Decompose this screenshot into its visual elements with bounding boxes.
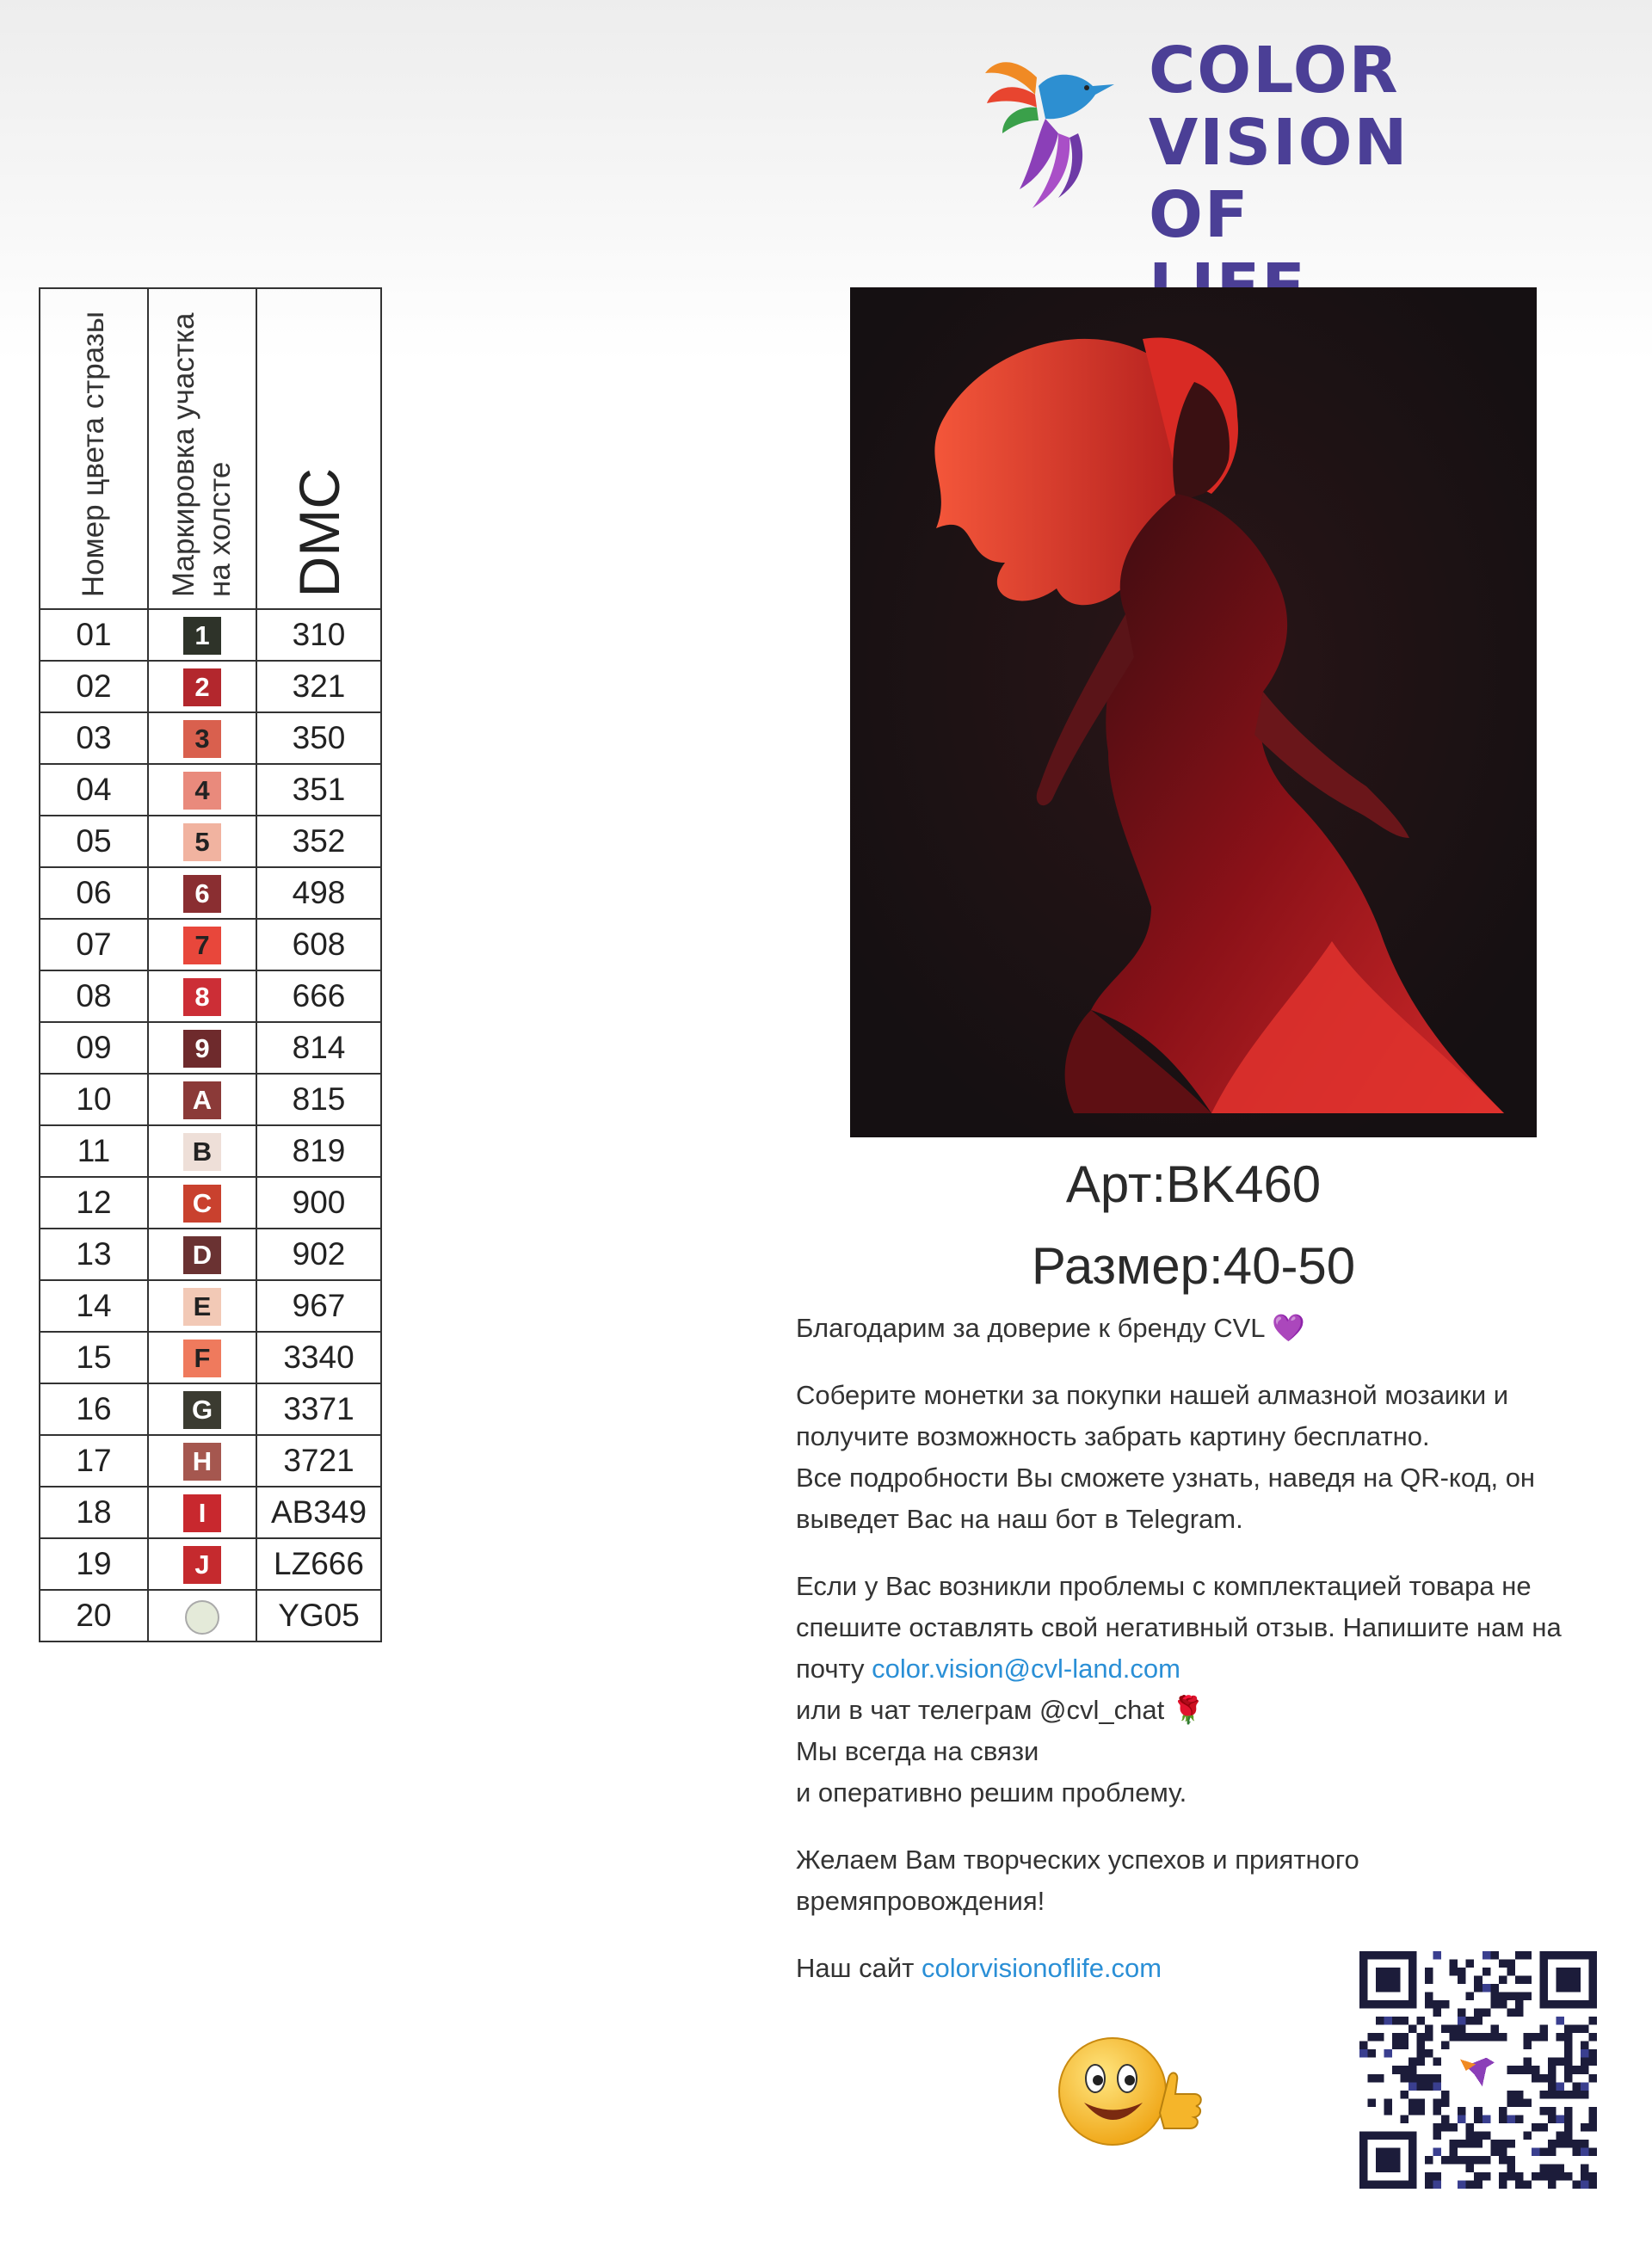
color-swatch: 1 bbox=[183, 617, 221, 655]
marking-cell bbox=[148, 1074, 256, 1125]
color-swatch: 3 bbox=[183, 720, 221, 758]
dmc-code-cell: 900 bbox=[256, 1177, 381, 1229]
color-number-cell: 18 bbox=[40, 1487, 148, 1538]
color-number-cell: 09 bbox=[40, 1022, 148, 1074]
color-swatch: B bbox=[183, 1133, 221, 1171]
legend-row bbox=[40, 661, 381, 712]
marking-cell bbox=[148, 1435, 256, 1487]
dmc-code-cell: AB349 bbox=[256, 1487, 381, 1538]
marking-cell bbox=[148, 1022, 256, 1074]
legend-header-row bbox=[40, 288, 381, 609]
dmc-code-cell: 666 bbox=[256, 970, 381, 1022]
dmc-code-cell: 3721 bbox=[256, 1435, 381, 1487]
logo-line: VISION bbox=[1149, 106, 1409, 180]
logo-line: OF bbox=[1149, 178, 1250, 252]
dmc-code-cell: 351 bbox=[256, 764, 381, 816]
color-number-cell: 07 bbox=[40, 919, 148, 970]
thumbs-up-smiley-icon bbox=[1057, 2027, 1211, 2156]
dmc-code-cell: 3340 bbox=[256, 1332, 381, 1383]
logo-wordmark bbox=[1149, 34, 1409, 323]
color-swatch: A bbox=[183, 1081, 221, 1119]
marking-cell bbox=[148, 764, 256, 816]
color-swatch: 8 bbox=[183, 978, 221, 1016]
legend-row bbox=[40, 712, 381, 764]
legend-row bbox=[40, 919, 381, 970]
problem-text-4: и оперативно решим проблему. bbox=[796, 1777, 1187, 1808]
color-number-cell: 15 bbox=[40, 1332, 148, 1383]
site-link[interactable]: colorvisionoflife.com bbox=[922, 1953, 1162, 1983]
logo-line: COLOR bbox=[1149, 34, 1400, 108]
color-swatch: H bbox=[183, 1443, 221, 1481]
legend-row bbox=[40, 609, 381, 661]
color-number-cell: 03 bbox=[40, 712, 148, 764]
coins-text-1: Соберите монетки за покупки нашей алмазной мозаики и получите возможность забрать картину бесплатно. bbox=[796, 1380, 1509, 1451]
color-swatch: 4 bbox=[183, 772, 221, 810]
artwork-preview bbox=[850, 287, 1537, 1137]
legend-row bbox=[40, 764, 381, 816]
marking-cell bbox=[148, 712, 256, 764]
wishes-paragraph bbox=[796, 1839, 1613, 1922]
color-number-cell: 11 bbox=[40, 1125, 148, 1177]
marking-cell bbox=[148, 1229, 256, 1280]
color-swatch: C bbox=[183, 1185, 221, 1223]
color-swatch: E bbox=[183, 1288, 221, 1326]
legend-row bbox=[40, 1332, 381, 1383]
marking-cell bbox=[148, 1332, 256, 1383]
header-dmc bbox=[256, 288, 381, 609]
marking-cell bbox=[148, 919, 256, 970]
thanks-paragraph bbox=[796, 1308, 1613, 1349]
thanks-text: Благодарим за доверие к бренду CVL bbox=[796, 1313, 1265, 1343]
legend-row bbox=[40, 1280, 381, 1332]
legend-row bbox=[40, 1435, 381, 1487]
woman-red-dress-image bbox=[850, 287, 1537, 1137]
color-swatch: 2 bbox=[183, 668, 221, 706]
marking-cell bbox=[148, 1487, 256, 1538]
legend-row bbox=[40, 1177, 381, 1229]
color-swatch: J bbox=[183, 1546, 221, 1584]
coins-text-2: Все подробности Вы сможете узнать, наведя на QR-код, он выведет Вас на наш бот в Telegram. bbox=[796, 1463, 1536, 1534]
info-text-block bbox=[796, 1308, 1613, 2015]
dmc-code-cell: 815 bbox=[256, 1074, 381, 1125]
color-number-cell: 02 bbox=[40, 661, 148, 712]
color-number-cell: 12 bbox=[40, 1177, 148, 1229]
color-number-cell: 14 bbox=[40, 1280, 148, 1332]
site-label: Наш сайт bbox=[796, 1953, 915, 1983]
marking-cell bbox=[148, 1590, 256, 1641]
problem-text-2: или в чат телеграм @cvl_chat bbox=[796, 1695, 1165, 1725]
color-number-cell: 19 bbox=[40, 1538, 148, 1590]
legend-row bbox=[40, 867, 381, 919]
color-number-cell: 20 bbox=[40, 1590, 148, 1641]
dmc-code-cell: 814 bbox=[256, 1022, 381, 1074]
qr-code[interactable] bbox=[1359, 1951, 1597, 2189]
marking-cell bbox=[148, 1383, 256, 1435]
legend-row bbox=[40, 1229, 381, 1280]
color-swatch: 7 bbox=[183, 927, 221, 964]
email-link[interactable]: color.vision@cvl-land.com bbox=[872, 1654, 1180, 1684]
problem-text-3: Мы всегда на связи bbox=[796, 1736, 1039, 1766]
legend-row bbox=[40, 970, 381, 1022]
dmc-code-cell: 498 bbox=[256, 867, 381, 919]
product-size: Размер:40-50 bbox=[1031, 1237, 1356, 1295]
dmc-code-cell: 819 bbox=[256, 1125, 381, 1177]
legend-row bbox=[40, 816, 381, 867]
legend-row bbox=[40, 1590, 381, 1641]
dmc-code-cell: 608 bbox=[256, 919, 381, 970]
color-swatch bbox=[185, 1600, 219, 1635]
marking-cell bbox=[148, 1125, 256, 1177]
dmc-code-cell: 967 bbox=[256, 1280, 381, 1332]
color-number-cell: 01 bbox=[40, 609, 148, 661]
dmc-code-cell: 350 bbox=[256, 712, 381, 764]
dmc-code-cell: 3371 bbox=[256, 1383, 381, 1435]
marking-cell bbox=[148, 867, 256, 919]
header-color-number-text: Номер цвета стразы bbox=[77, 311, 110, 597]
legend-row bbox=[40, 1487, 381, 1538]
header-color-number bbox=[40, 288, 148, 609]
legend-row bbox=[40, 1022, 381, 1074]
color-number-cell: 16 bbox=[40, 1383, 148, 1435]
marking-cell bbox=[148, 816, 256, 867]
header-dmc-text: DMC bbox=[287, 467, 351, 597]
color-number-cell: 04 bbox=[40, 764, 148, 816]
marking-cell bbox=[148, 661, 256, 712]
dmc-code-cell: 310 bbox=[256, 609, 381, 661]
legend-row bbox=[40, 1125, 381, 1177]
color-number-cell: 06 bbox=[40, 867, 148, 919]
color-swatch: 5 bbox=[183, 823, 221, 861]
color-swatch: I bbox=[183, 1494, 221, 1532]
color-swatch: F bbox=[183, 1340, 221, 1377]
color-number-cell: 17 bbox=[40, 1435, 148, 1487]
dmc-code-cell: YG05 bbox=[256, 1590, 381, 1641]
legend-row bbox=[40, 1074, 381, 1125]
color-swatch: 6 bbox=[183, 875, 221, 913]
dmc-code-cell: 902 bbox=[256, 1229, 381, 1280]
color-number-cell: 13 bbox=[40, 1229, 148, 1280]
brand-logo bbox=[985, 34, 1409, 252]
header-marking bbox=[148, 288, 256, 609]
dmc-code-cell: 321 bbox=[256, 661, 381, 712]
coins-paragraph bbox=[796, 1375, 1613, 1540]
purple-heart-icon: 💜 bbox=[1272, 1313, 1305, 1343]
color-swatch: D bbox=[183, 1236, 221, 1274]
marking-cell bbox=[148, 1538, 256, 1590]
hummingbird-logo-icon bbox=[985, 52, 1119, 211]
color-number-cell: 08 bbox=[40, 970, 148, 1022]
color-number-cell: 05 bbox=[40, 816, 148, 867]
dmc-code-cell: LZ666 bbox=[256, 1538, 381, 1590]
marking-cell bbox=[148, 970, 256, 1022]
color-legend-table bbox=[39, 287, 382, 1642]
legend-row bbox=[40, 1538, 381, 1590]
problem-paragraph bbox=[796, 1566, 1613, 1814]
header-marking-text: Маркировка участка на холсте bbox=[167, 312, 237, 597]
marking-cell bbox=[148, 1280, 256, 1332]
dmc-code-cell: 352 bbox=[256, 816, 381, 867]
rose-icon: 🌹 bbox=[1171, 1695, 1205, 1725]
marking-cell bbox=[148, 1177, 256, 1229]
color-swatch: 9 bbox=[183, 1030, 221, 1068]
color-swatch: G bbox=[183, 1391, 221, 1429]
legend-body bbox=[40, 609, 381, 1641]
article-code: Арт:BK460 bbox=[1065, 1155, 1322, 1213]
problem-text-1: Если у Вас возникли проблемы с комплектацией товара не спешите оставлять свой негативный отзыв. Напишите нам на почту bbox=[796, 1571, 1562, 1684]
color-number-cell: 10 bbox=[40, 1074, 148, 1125]
wishes-text: Желаем Вам творческих успехов и приятного времяпровождения! bbox=[796, 1845, 1359, 1916]
marking-cell bbox=[148, 609, 256, 661]
legend-row bbox=[40, 1383, 381, 1435]
